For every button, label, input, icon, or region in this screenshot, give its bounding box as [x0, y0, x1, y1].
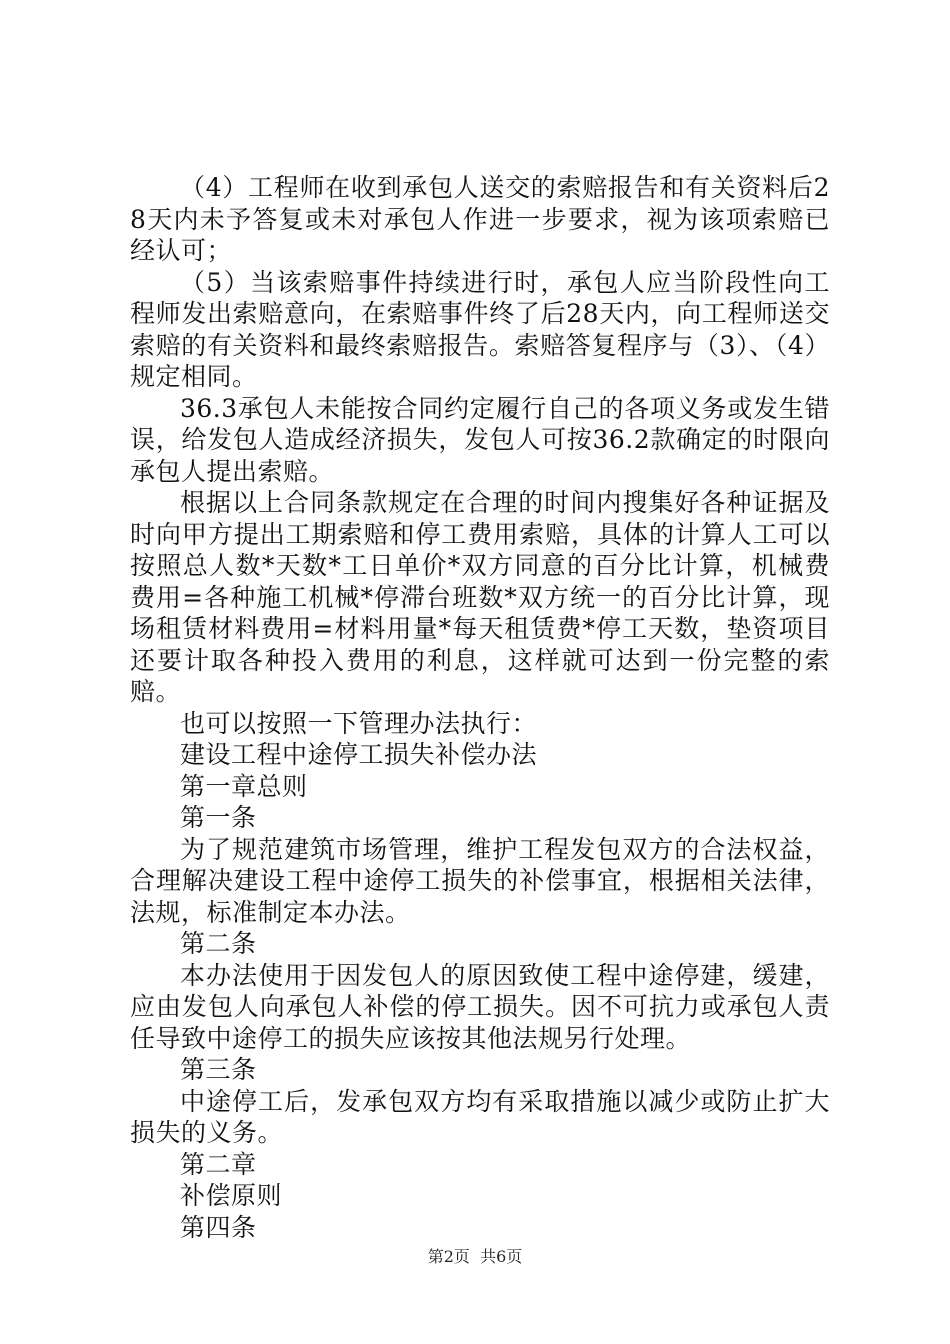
article-3-heading: 第三条	[180, 1055, 257, 1084]
section-title: 建设工程中途停工损失补偿办法	[180, 740, 538, 769]
chapter-1-heading: 第一章总则	[180, 771, 308, 801]
paragraph-3: 36.3承包人未能按合同约定履行自己的各项义务或发生错误，给发包人造成经济损失，发包人可按36.2款确定的时限向承包人提出索赔。	[130, 393, 830, 486]
paragraph-1: （4）工程师在收到承包人送交的索赔报告和有关资料后28天内未予答复或未对承包人作进一步要求，视为该项索赔已经认可；	[130, 173, 830, 265]
article-2-text: 本办法使用于因发包人的原因致使工程中途停建，缓建，应由发包人向承包人补偿的停工损失。因不可抗力或承包人责任导致中途停工的损失应该按其他法规另行处理。	[130, 960, 830, 1053]
paragraph-5: 也可以按照一下管理办法执行：	[180, 708, 538, 738]
page-number: 第2页 共6页	[427, 1247, 523, 1266]
paragraph-2: （5）当该索赔事件持续进行时，承包人应当阶段性向工程师发出索赔意向，在索赔事件终了后28天内，向工程师送交索赔的有关资料和最终索赔报告。索赔答复程序与（3）、（4）规定相同。	[130, 267, 830, 391]
page-footer	[0, 1244, 950, 1267]
article-1-text: 为了规范建筑市场管理，维护工程发包双方的合法权益，合理解决建设工程中途停工损失的补偿事宜，根据相关法律，法规，标准制定本办法。	[130, 834, 830, 927]
article-4-heading: 第四条	[180, 1212, 257, 1242]
article-1-heading: 第一条	[180, 803, 257, 832]
paragraph-4: 根据以上合同条款规定在合理的时间内搜集好各种证据及时向甲方提出工期索赔和停工费用索赔，具体的计算人工可以按照总人数*天数*工日单价*双方同意的百分比计算，机械费费用=各种施工机械*停滞台班数*双方统一的百分比计算，现场租赁材料费用=材料用量*每天租赁费*停工天数，垫资项目还要计取各种投入费用的利息，这样就可达到一份完整的索赔。	[130, 488, 830, 706]
document-body	[130, 172, 830, 1243]
article-2-heading: 第二条	[180, 929, 257, 958]
article-3-text: 中途停工后，发承包双方均有采取措施以减少或防止扩大损失的义务。	[130, 1086, 830, 1147]
chapter-2-title: 补偿原则	[180, 1181, 283, 1210]
chapter-2-heading: 第二章	[180, 1149, 257, 1179]
